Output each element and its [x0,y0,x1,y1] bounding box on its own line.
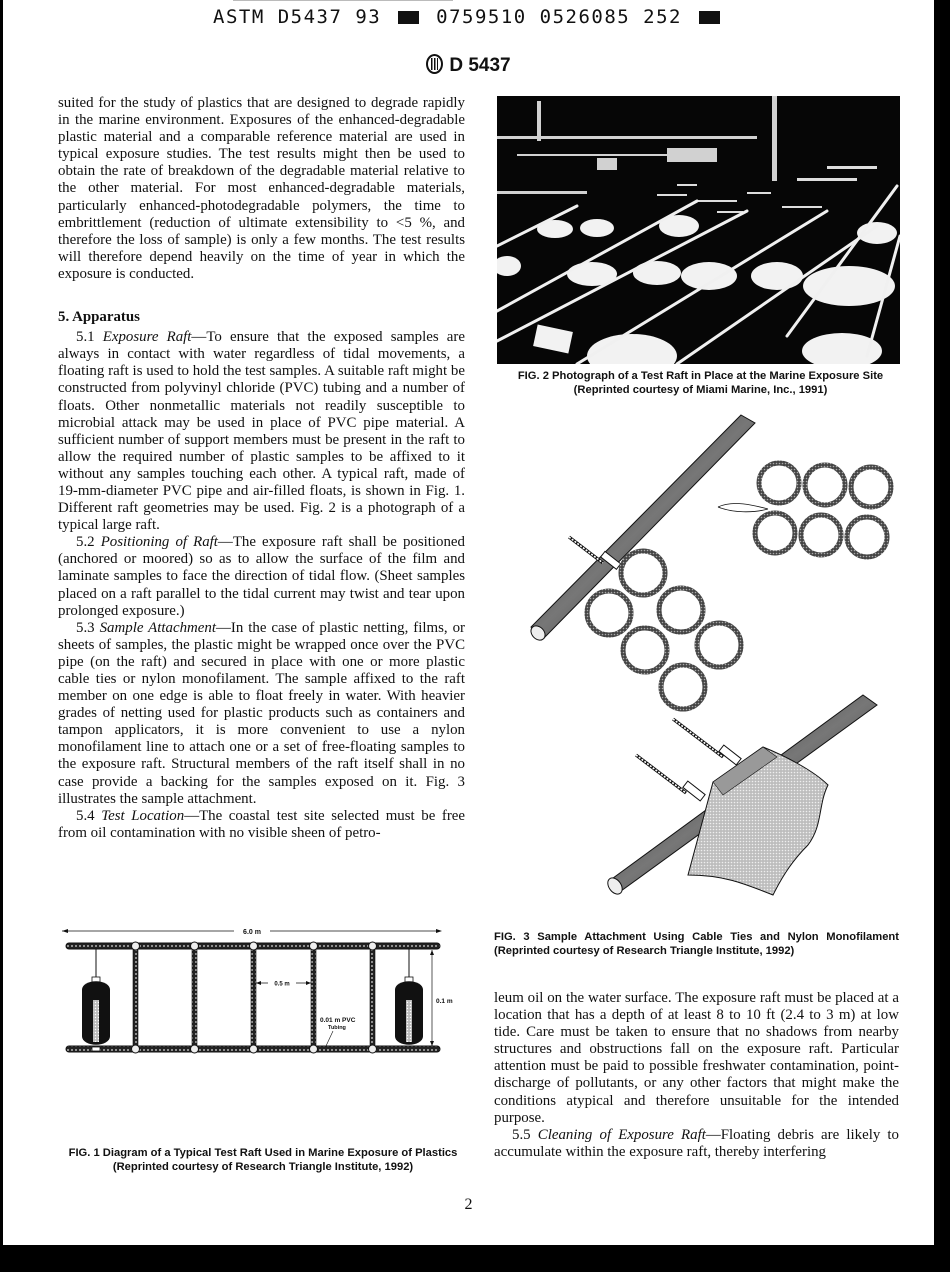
figure-3-caption: FIG. 3 Sample Attachment Using Cable Ties and Nylon Monofilament (Reprinted courtesy of Research Triangle Institute, 1992) [494,931,899,957]
left-column [58,95,465,842]
section-number: 5.2 [76,534,95,551]
label-overall-width: 6.0 m [243,929,261,936]
section-number: 5.4 [76,807,95,824]
dimension-height [430,950,434,1046]
figure-1-raft-diagram [58,920,468,1060]
section-title: Exposure Raft [102,329,192,346]
label-height: 0.1 m [436,998,453,1005]
raft-photo-graphic [497,96,900,364]
section-number: 5.1 [76,329,95,346]
header-code-part-2: 0759510 0526085 252 [436,6,682,28]
paragraph-5-4: 5.4 Test Location—The coastal test site selected must be free from oil contamination with no visible sheen of petro- [58,807,466,841]
label-tubing-line2: Tubing [328,1025,346,1031]
section-text: To ensure that the exposed samples are always in contact with water regardless of tidal movements, a floating raft is used to hold the test samples. A suitable raft might be constructed from polyvinyl chloride (PVC) tubing and a number of floats. Other nonmetallic materials not readily susceptible to microbial attack may be used in place of PVC pipe material. A sufficient number of support members must be present in the raft to allow the required number of plastic samples to be affixed to it without any samples touching each other. A typical raft, made of 19-mm-diameter PVC pipe and air-filled floats, is shown in Fig. 1. Different raft geometries may be used. Fig. 2 is a photograph of a typical large raft. [58,329,465,534]
label-tubing-line1: 0.01 m PVC [320,1017,356,1024]
plastic-netting-lower [587,551,741,709]
intro-paragraph: suited for the study of plastics that are designed to degrade rapidly in the marine environment. Exposures of the enhanced-degradable plastic material and a comparable reference material are used in typical exposure studies. The test results might then be used to obtain the rate of breakdown of the degradable material relative to the other material. For most enhanced-degradable materials, particularly enhanced-photodegradable polymers, the time to embrittlement (reduction of ultimate extensibility to <5 %, and therefore the loss of sample) is only a few months. The test results will therefore depend heavily on the time of year in which the exposure is conducted. [58,95,465,282]
black-block-marker [699,11,720,24]
right-column [494,990,899,1161]
section-number: 5.5 [512,1126,531,1143]
scan-artifact-line [233,0,453,1]
document-page [3,0,934,1245]
paragraph-5-5: 5.5 Cleaning of Exposure Raft—Floating debris are likely to accumulate within the exposure raft, thereby interfering [494,1126,899,1160]
designation-text: D 5437 [449,55,511,76]
section-title: Sample Attachment [99,619,216,636]
standard-designation [3,54,934,77]
section-title: Test Location [101,807,185,824]
scan-header-code [3,6,934,28]
paragraph-5-3: 5.3 Sample Attachment—In the case of plastic netting, films, or sheets of samples, the plastic might be wrapped once over the PVC pipe (on the raft) and secured in place with one or more plastic cable ties or nylon monofilament. The sample affixed to the raft member on one edge is able to float freely in water. With heavier grades of netting used for plastic products such as containers and tampon applicators, it is more convenient to use a nylon monofilament line to attach one or a set of free-floating samples to the exposure raft. Structural members of the raft itself shall in no case provide a backing for the samples exposed on it. Fig. 3 illustrates the sample attachment. [58,619,465,807]
section-heading-apparatus: 5. Apparatus [58,309,140,326]
continuation-paragraph: leum oil on the water surface. The exposure raft must be placed at a location that has a depth of at least 8 to 10 ft (2.4 to 3 m) at low tide. Care must be taken to ensure that no shadows from nearby structures and obstructions fall on the exposure raft. Particular attention must be paid to possible freshwater contamination, point-discharge of pollutants, or any other factors that might make the conditions atypical and therefore unsuitable for the intended purpose. [494,990,899,1126]
figure-1-caption: FIG. 1 Diagram of a Typical Test Raft Used in Marine Exposure of Plastics (Reprinted courtesy of Research Triangle Institute, 1992) [68,1147,458,1173]
page-number: 2 [464,1196,473,1213]
section-number: 5.3 [76,619,95,636]
plastic-netting-upper [755,463,891,557]
paragraph-5-1: 5.1 Exposure Raft—To ensure that the exposed samples are always in contact with water regardless of tidal movements, a floating raft is used to hold the test samples. A suitable raft might be constructed from polyvinyl chloride (PVC) tubing and a number of floats. Other nonmetallic materials not readily susceptible to microbial attack may be used in place of PVC pipe material. A sufficient number of support members must be present in the raft to allow the required number of plastic samples to be affixed to it without any samples touching each other. A typical raft, made of 19-mm-diameter PVC pipe and air-filled floats, is shown in Fig. 1. Different raft geometries may be used. Fig. 2 is a photograph of a typical large raft. [58,329,465,534]
tubing-pointer [326,1031,333,1046]
section-text: The exposure raft shall be positioned (anchored or moored) so as to allow the surface of the film and laminate samples to face the direction of tidal flow. (Sheet samples placed on a raft parallel to the tidal current may twist and tear upon prolonged exposure.) [58,534,465,619]
section-title: Cleaning of Exposure Raft [537,1126,706,1143]
upper-pvc-pipe [528,415,755,643]
figure-3-sample-attachment [523,405,903,905]
label-spacing: 0.5 m [274,981,290,988]
section-text: The coastal test site selected must be free from oil contamination with no visible sheen of petro- [58,807,466,841]
figure-2-photograph [497,96,900,364]
figure-2-caption: FIG. 2 Photograph of a Test Raft in Place at the Marine Exposure Site (Reprinted courtesy of Miami Marine, Inc., 1991) [517,370,884,396]
section-text: In the case of plastic netting, films, or sheets of samples, the plastic might be wrapped once over the PVC pipe (on the raft) and secured in place with one or more plastic cable ties or nylon monofilament. The sample affixed to the raft member on one edge is able to float freely in water. With heavier grades of netting used for plastic products such as containers and tampon applicators, it is more convenient to use a nylon monofilament line to attach one or a set of free-floating samples to the exposure raft. Structural members of the raft itself shall in no case provide a backing for the samples exposed on it. Fig. 3 illustrates the sample attachment. [58,619,465,807]
cross-members [132,942,377,1053]
float-right [395,949,423,1045]
section-title: Positioning of Raft [100,534,218,551]
black-block-marker [398,11,419,24]
nylon-monofilament [718,503,768,509]
float-left [82,949,110,1051]
section-text: Floating debris are likely to accumulate within the exposure raft, thereby interfering [494,1126,899,1160]
paragraph-5-2: 5.2 Positioning of Raft—The exposure raft shall be positioned (anchored or moored) so as to allow the surface of the film and laminate samples to face the direction of tidal flow. (Sheet samples placed on a raft parallel to the tidal current may twist and tear upon prolonged exposure.) [58,534,465,619]
header-code-part-1: ASTM D5437 93 [213,6,382,28]
astm-logo-icon [426,54,443,74]
